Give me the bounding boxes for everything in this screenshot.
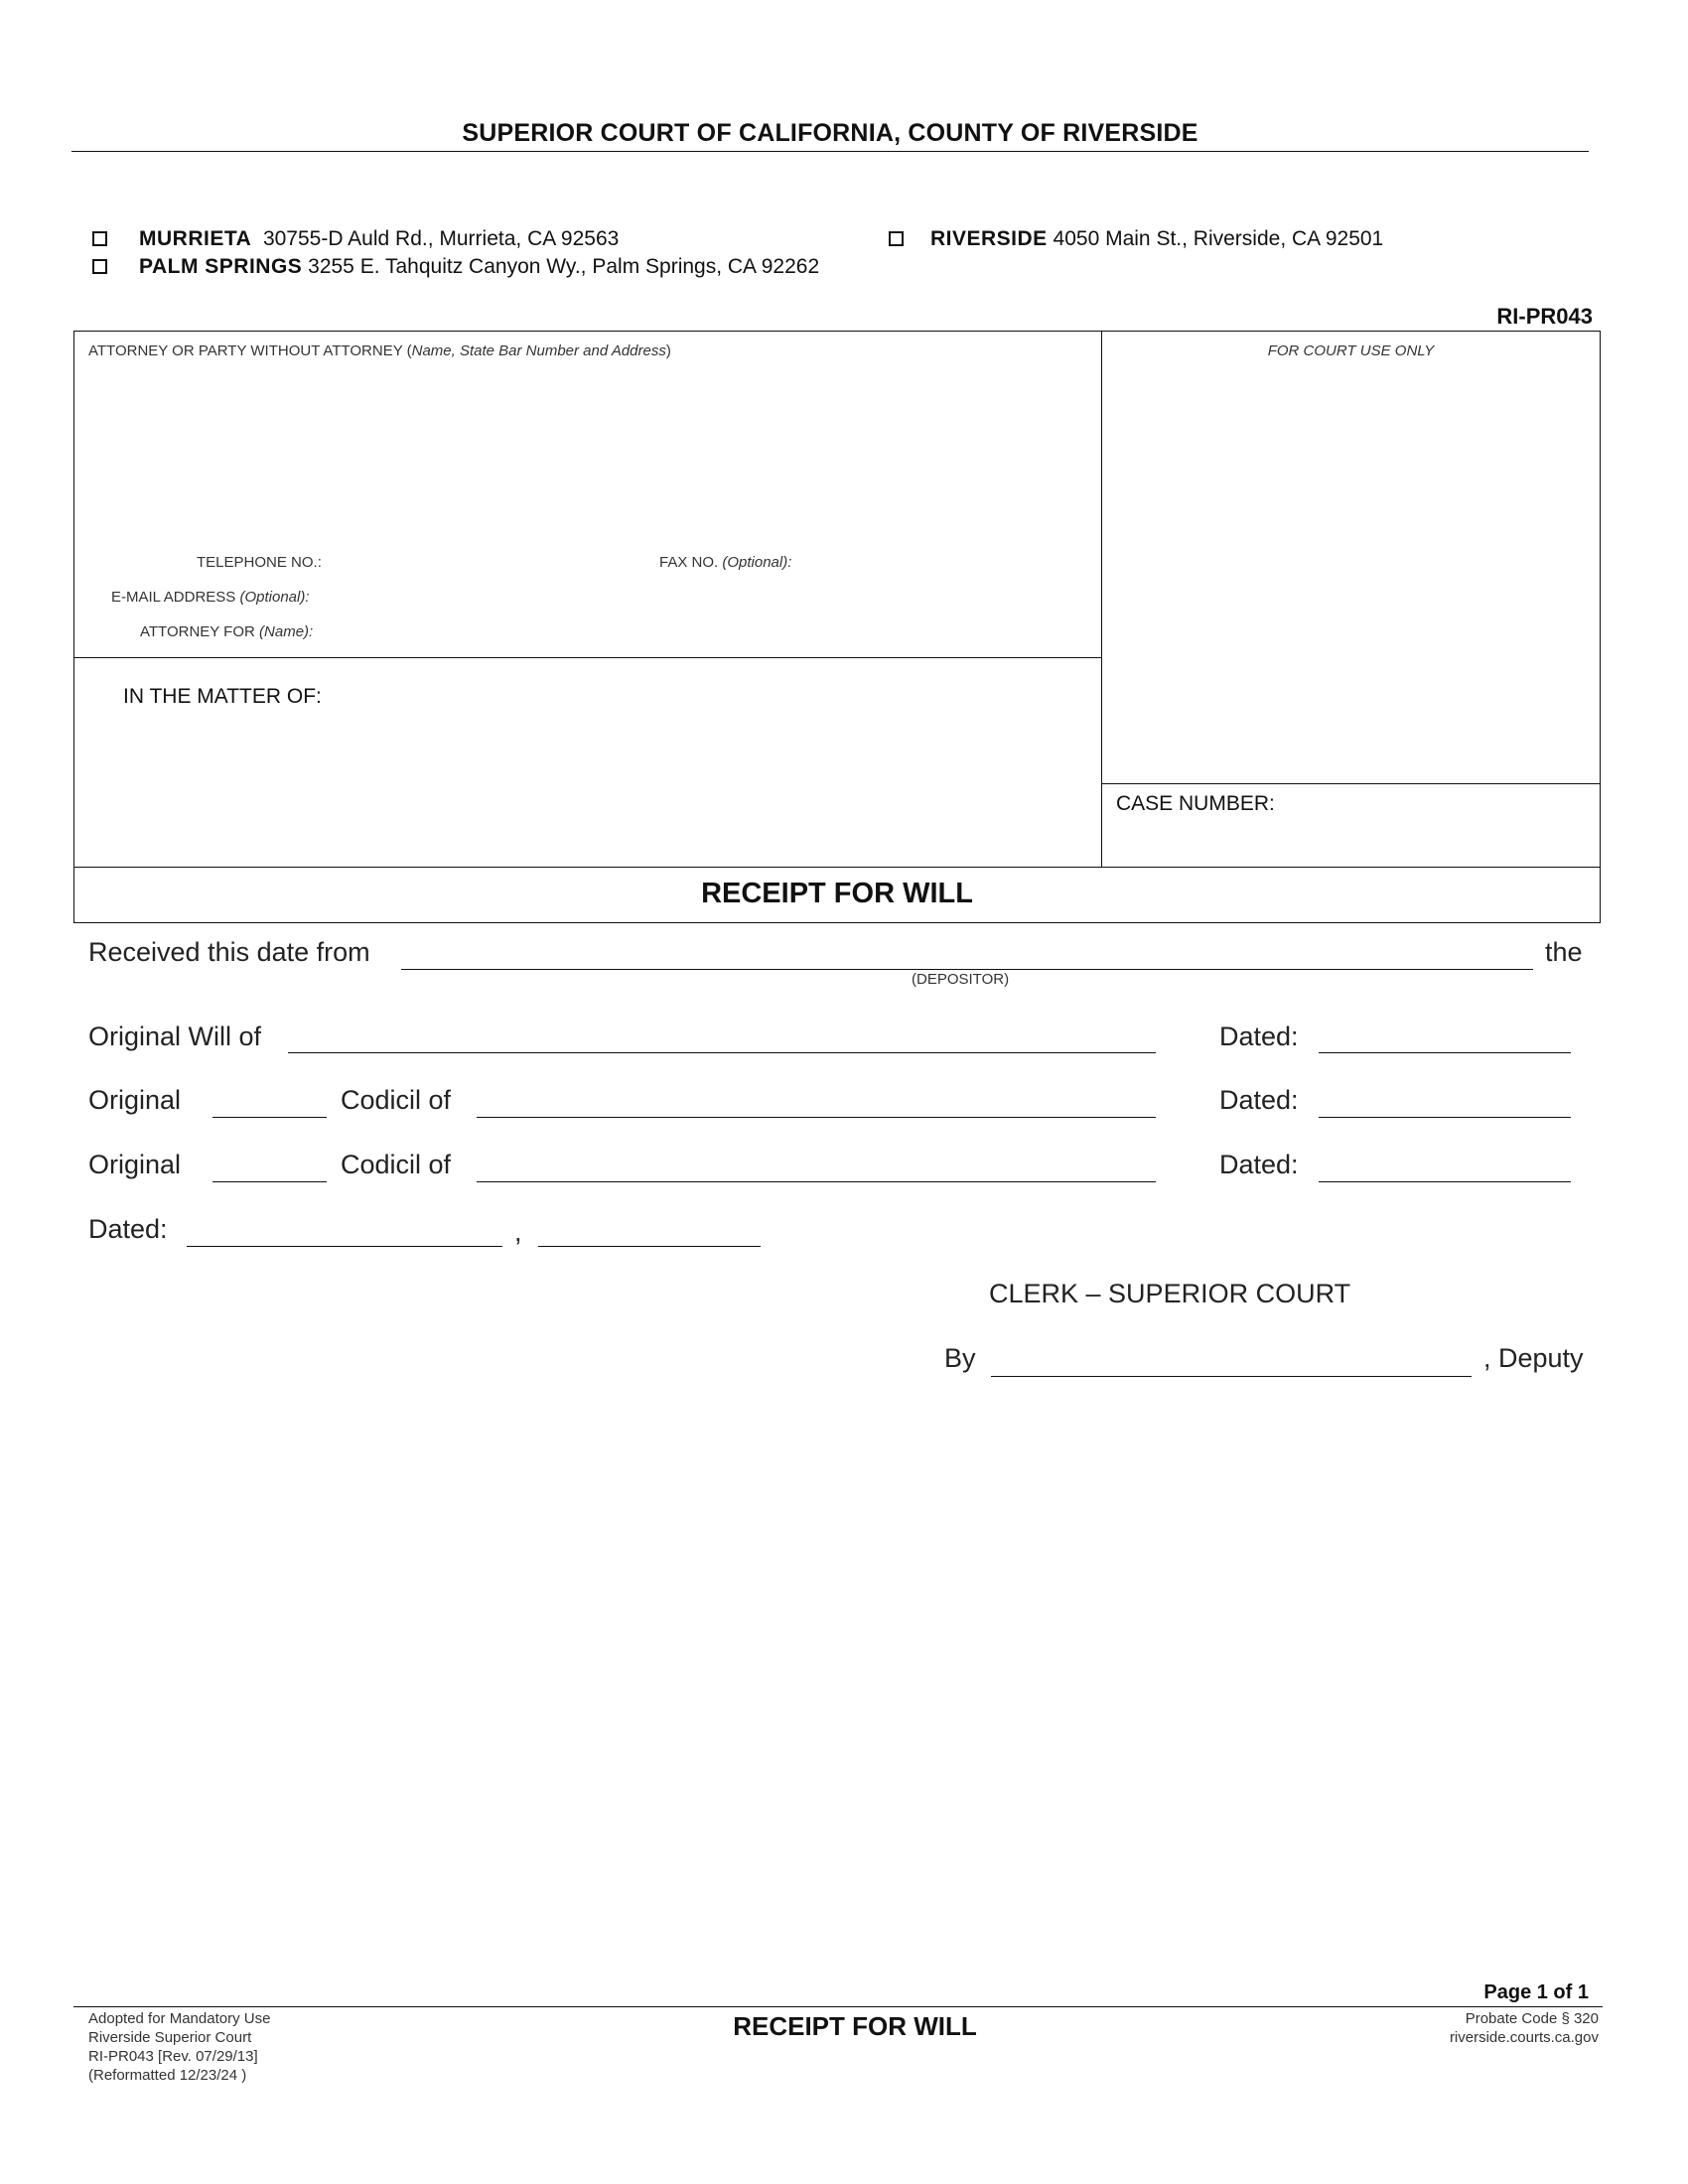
court-use-box[interactable] xyxy=(1101,331,1601,784)
form-id: RI-PR043 xyxy=(1496,304,1593,329)
attorney-label: ATTORNEY OR PARTY WITHOUT ATTORNEY (Name, State Bar Number and Address) xyxy=(88,342,671,359)
codicil-2-name-field[interactable] xyxy=(477,1181,1156,1182)
palm-springs-name: PALM SPRINGS xyxy=(139,255,303,278)
codicil-1-original-label: Original xyxy=(88,1085,182,1115)
murrieta-address: 30755-D Auld Rd., Murrieta, CA 92563 xyxy=(262,227,620,250)
clerk-label: CLERK – SUPERIOR COURT xyxy=(989,1279,1351,1308)
attorney-box[interactable] xyxy=(73,331,1102,658)
footer-page: Page 1 of 1 xyxy=(1483,1981,1589,2003)
codicil-2-original-label: Original xyxy=(88,1150,182,1179)
receipt-date-comma: , xyxy=(514,1217,522,1247)
footer-rule xyxy=(73,2006,1603,2007)
riverside-checkbox[interactable] xyxy=(889,231,904,246)
codicil-2-of-label: Codicil of xyxy=(341,1150,452,1179)
fax-label: FAX NO. (Optional): xyxy=(659,554,792,571)
will-dated-field[interactable] xyxy=(1319,1052,1571,1053)
footer-left: Adopted for Mandatory Use Riverside Superior Court RI-PR043 [Rev. 07/29/13] (Reformatted 12/23/24 ) xyxy=(88,2010,271,2084)
murrieta-checkbox[interactable] xyxy=(92,231,107,246)
original-will-label: Original Will of xyxy=(88,1022,262,1051)
case-number-label: CASE NUMBER: xyxy=(1116,792,1275,815)
original-will-field[interactable] xyxy=(288,1052,1156,1053)
receipt-title: RECEIPT FOR WILL xyxy=(701,878,973,909)
palm-springs-address: 3255 E. Tahquitz Canyon Wy., Palm Springs, CA 92262 xyxy=(308,255,820,278)
depositor-field[interactable] xyxy=(401,969,1533,970)
matter-label: IN THE MATTER OF: xyxy=(123,685,322,708)
deputy-signature-field[interactable] xyxy=(991,1376,1472,1377)
receipt-date-field[interactable] xyxy=(187,1246,502,1247)
received-from-label: Received this date from xyxy=(88,937,370,967)
court-use-label: FOR COURT USE ONLY xyxy=(1267,342,1435,359)
email-label: E-MAIL ADDRESS (Optional): xyxy=(111,589,310,606)
codicil-1-number-field[interactable] xyxy=(212,1117,327,1118)
codicil-1-dated-label: Dated: xyxy=(1219,1085,1299,1115)
header-rule xyxy=(71,151,1589,152)
palm-springs-location xyxy=(139,255,819,279)
riverside-location xyxy=(930,227,1383,251)
receipt-dated-label: Dated: xyxy=(88,1214,168,1244)
the-label: the xyxy=(1545,937,1583,967)
court-title: SUPERIOR COURT OF CALIFORNIA, COUNTY OF RIVERSIDE xyxy=(462,119,1198,147)
attorney-for-label: ATTORNEY FOR (Name): xyxy=(140,623,314,640)
depositor-caption: (DEPOSITOR) xyxy=(912,971,1010,988)
footer-right: Probate Code § 320 riverside.courts.ca.gov xyxy=(1449,2010,1599,2046)
telephone-label: TELEPHONE NO.: xyxy=(197,554,322,571)
codicil-1-name-field[interactable] xyxy=(477,1117,1156,1118)
codicil-1-dated-field[interactable] xyxy=(1319,1117,1571,1118)
by-label: By xyxy=(944,1343,976,1373)
codicil-2-dated-label: Dated: xyxy=(1219,1150,1299,1179)
will-dated-label: Dated: xyxy=(1219,1022,1299,1051)
palm-springs-checkbox[interactable] xyxy=(92,259,107,274)
receipt-year-field[interactable] xyxy=(538,1246,761,1247)
codicil-2-dated-field[interactable] xyxy=(1319,1181,1571,1182)
riverside-address: 4050 Main St., Riverside, CA 92501 xyxy=(1053,227,1384,250)
footer-title: RECEIPT FOR WILL xyxy=(733,2011,977,2041)
deputy-label: , Deputy xyxy=(1483,1343,1584,1373)
codicil-2-number-field[interactable] xyxy=(212,1181,327,1182)
codicil-1-of-label: Codicil of xyxy=(341,1085,452,1115)
murrieta-location xyxy=(139,227,619,251)
murrieta-name: MURRIETA xyxy=(139,227,252,250)
riverside-name: RIVERSIDE xyxy=(930,227,1048,250)
